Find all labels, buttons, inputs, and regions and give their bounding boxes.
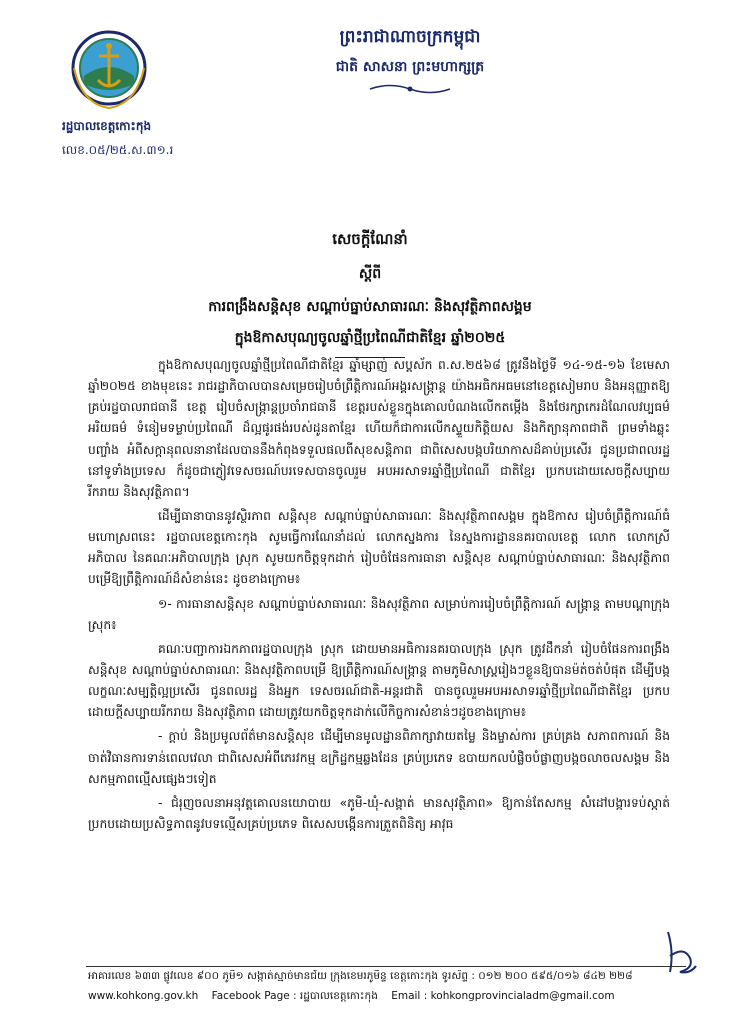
footer-divider — [86, 966, 686, 967]
paragraph-purpose: ដើម្បីធានាបាននូវស្ថិរភាព សន្តិសុខ សណ្តាប់ធ្នាប់សាធារណៈ និងសុវត្ថិភាពសង្គម ក្នុងឱកាស រៀបចំព្រឹត្តិការណ៍ធំមហោស្រពនេះ រដ្ឋបាលខេត្តកោះកុង សូមធ្វើការណែនាំដល់ លោកស្នងការ នៃស្នងការដ្ឋាននគរបាលខេត្ត លោក លោកស្រី អភិបាល នៃគណៈអភិបាលក្រុង ស្រុក សូមយកចិត្តទុកដាក់ រៀបចំផែនការធានា សន្តិសុខ សណ្តាប់ធ្នាប់សាធារណៈ និងសុវត្ថិភាព បម្រើឱ្យព្រឹត្តិការណ៍ដ៏សំខាន់នេះ ដូចខាងក្រោម៖ — [88, 508, 670, 587]
reference-number: លេខ.០៥/២៥.ស.៣១.រ — [62, 143, 174, 157]
bullet-item: - ក្តាប់ និងប្រមូលព័ត៌មានសន្តិសុខ ដើម្បីមានមូលដ្ឋានពិភាក្សាវាយតម្លៃ និងម្ចាស់ការ គ្រប់គ្រង សភាពការណ៍ និងចាត់វិធានការទាន់ពេលវេលា ជាពិសេសអំពីភេរវកម្ម ឧក្រិដ្ឋកម្មឆ្លងដែន គ្រប់ប្រភេទ ឧបាយកលបំផ្លិចបំផ្លាញបង្កចលាចលសង្គម និងសកម្មភាពល្មើសផ្សេងៗទៀត — [88, 729, 670, 786]
kingdom-motto: ជាតិ សាសនា ព្រះមហាក្សត្រ — [335, 59, 485, 75]
document-subject-line-2: ក្នុងឱកាសបុណ្យចូលឆ្នាំថ្មីប្រពៃណីជាតិខ្មែរ ឆ្នាំ២០២៥ — [234, 330, 506, 346]
kingdom-header — [250, 26, 570, 96]
provincial-seal-icon — [70, 28, 148, 112]
footer-contacts — [88, 990, 688, 1005]
document-heading — [120, 230, 620, 358]
footer-facebook: Facebook Page : រដ្ឋបាលខេត្តកោះកុង — [211, 990, 378, 1002]
document-subject-line-1: ការពង្រឹងសន្តិសុខ សណ្តាប់ធ្នាប់សាធារណៈ និងសុវត្ថិភាពសង្គម — [208, 299, 532, 315]
bullet-item: - ជំរុញចលនាអនុវត្តគោលនយោបាយ «ភូមិ-ឃុំ-សង្កាត់ មានសុវត្ថិភាព» ឱ្យកាន់តែសកម្ម សំដៅបង្ការទប់ស្កាត់ប្រកបដោយប្រសិទ្ធភាពនូវបទល្មើសគ្រប់ប្រភេទ ពិសេសបង្កើនការត្រួតពិនិត្យ អាវុធ — [88, 795, 670, 831]
kingdom-title: ព្រះរាជាណាចក្រកម្ពុជា — [339, 27, 481, 47]
flourish-divider-icon — [365, 82, 455, 96]
ministry-name: រដ្ឋបាលខេត្តកោះកុង — [62, 119, 152, 133]
document-about: ស្តីពី — [358, 266, 382, 282]
document-body — [88, 355, 670, 835]
section-1-paragraph: គណៈបញ្ជាការឯកភាពរដ្ឋបាលក្រុង ស្រុក ដោយមានអធិការនគរបាលក្រុង ស្រុក ត្រូវដឹកនាំ រៀបចំផែនការពង្រឹងសន្តិសុខ សណ្តាប់ធ្នាប់សាធារណៈ និងសុវត្ថិភាពបម្រើ ឱ្យព្រឹត្តិការណ៍សង្រ្កាន្ត តាមភូមិសាស្រ្តរៀងៗខ្លួនឱ្យបានម៉ត់ចត់បំផុត ដើម្បីបង្កលក្ខណៈសម្បត្តិល្អប្រសើរ ជូនពលរដ្ឋ និងអ្នក ទេសចរណ៍ជាតិ-អន្តរជាតិ បានចូលរួមអបអរសាទរឆ្នាំថ្មីប្រពៃណីជាតិខ្មែរ ប្រកបដោយក្តីសប្បាយរីករាយ និងសុវត្ថិភាព ដោយត្រូវយកចិត្តទុកដាក់លើកិច្ចការសំខាន់ៗដូចខាងក្រោម៖ — [88, 641, 670, 720]
section-1-title: ១- ការធានាសន្តិសុខ សណ្តាប់ធ្នាប់សាធារណៈ និងសុវត្ថិភាព សម្រាប់ការរៀបចំព្រឹត្តិការណ៍ សង្រ្កាន្ត តាមបណ្តាក្រុង ស្រុក៖ — [88, 596, 670, 632]
footer-email[interactable]: Email : kohkongprovincialadm@gmail.com — [391, 990, 615, 1002]
footer-address: អាគារលេខ ៦៣៣ ផ្លូវលេខ ៩០០ ភូមិ១ សង្កាត់ស្មាច់មានជ័យ ក្រុងខេមរភូមិន្ទ ខេត្តកោះកុង ទូរស័ព្ទ : ០១២ ២០០ ៥៩៥/០១៦ ៨៤២ ២២៨ — [88, 970, 633, 982]
footer-website-link[interactable]: www.kohkong.gov.kh — [88, 990, 199, 1002]
issuer-block — [62, 118, 252, 160]
document-title: សេចក្តីណែនាំ — [332, 230, 408, 248]
paragraph-intro: ក្នុងឱកាសបុណ្យចូលឆ្នាំថ្មីប្រពៃណីជាតិខ្មែរ ឆ្នាំម្សាញ់ សប្តស័ក ព.ស.២៥៦៨ ត្រូវនឹងថ្ងៃទី ១៤-១៥-១៦ ខែមេសា ឆ្នាំ២០២៥ ខាងមុខនេះ រាជរដ្ឋាភិបាលបានសម្រេចរៀបចំព្រឹត្តិការណ៍អង្គរសង្រ្កាន្ត យ៉ាងអធិកអធមនៅខេត្តសៀមរាប និងអនុញ្ញាតឱ្យគ្រប់រដ្ឋបាលរាជធានី ខេត្ត រៀបចំសង្រ្កាន្តប្រចាំរាជធានី ខេត្តរបស់ខ្លួនក្នុងគោលបំណងលើកតម្កើង និងថែរក្សាកេរដំណែលវប្បធម៌ អរិយធម៌ ទំនៀមទម្លាប់ប្រពៃណី ដ៏ល្អផូរផង់របស់ដូនតាខ្មែរ ហើយក៏ជាការលើកស្ទួយកិត្តិយស និងកិត្យានុភាពជាតិ ព្រមទាំងឆ្លុះបញ្ចាំង អំពីសក្តានុពលនានាដែលបាននឹងកំពុងទទួលផលពីសុខសន្តិភាព ជាពិសេសបង្កបរិយាកាសដ៏គាប់ប្រសើរ ជូនប្រជាពលរដ្ឋនៅទូទាំងប្រទេស ក៏ដូចជាភ្ញៀវទេសចរណ៍បរទេសបានចូលរួម អបអរសាទរឆ្នាំថ្មីប្រពៃណី ជាតិខ្មែរ ប្រកបដោយសេចក្តីសប្បាយរីករាយ និងសុវត្ថិភាព។ — [88, 358, 670, 499]
